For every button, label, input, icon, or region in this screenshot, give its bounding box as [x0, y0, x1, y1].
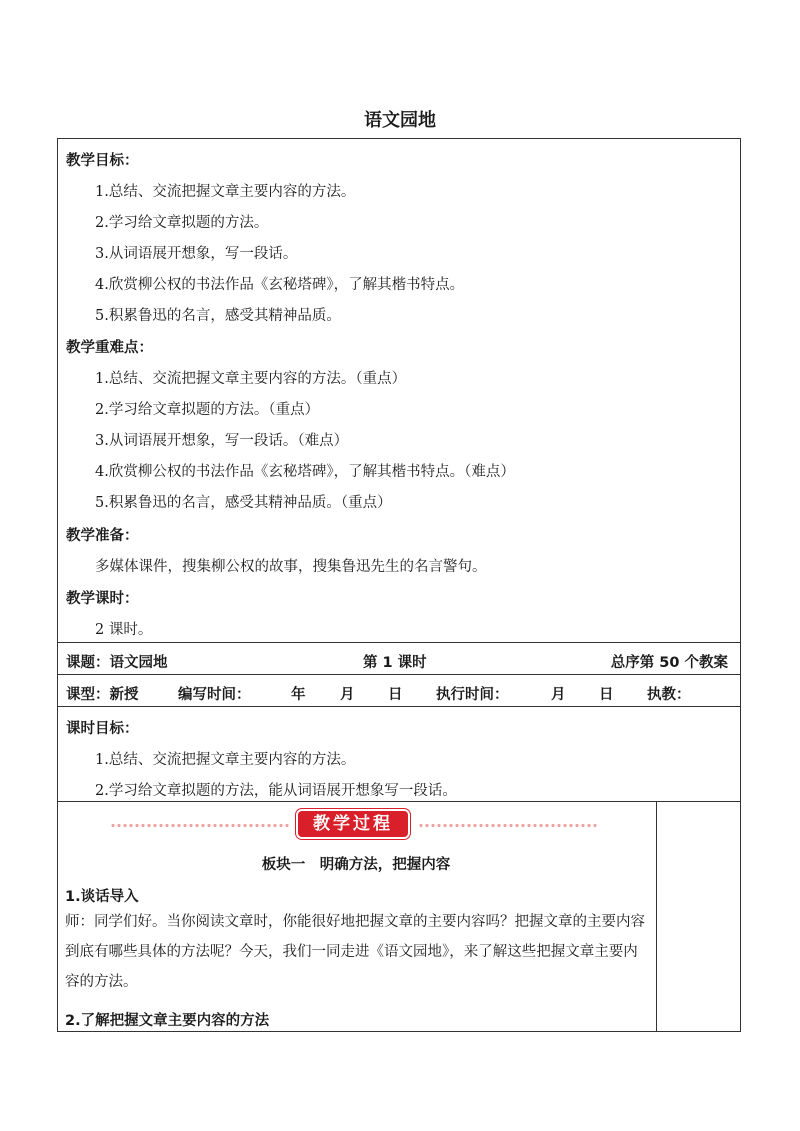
compile-month: 月 [340, 687, 355, 703]
step1-paragraph: 师：同学们好。当你阅读文章时，你能很好地把握文章的主要内容吗？把握文章的主要内容到底有哪些具体的方法呢？今天，我们一同走进《语文园地》，来了解这些把握文章主要内容的方法。 [65, 914, 645, 990]
page-title: 语文园地 [364, 110, 436, 131]
banner-dots-right [418, 823, 598, 828]
period-objectives-section [57, 706, 741, 802]
step2-heading: 2.了解把握文章主要内容的方法 [65, 1013, 270, 1029]
period-objective-item: 2.学习给文章拟题的方法，能从词语展开想象写一段话。 [95, 783, 457, 799]
teacher-label: 执教： [647, 687, 691, 703]
overview-section [57, 138, 741, 643]
objective-item: 2.学习给文章拟题的方法。 [95, 215, 269, 231]
objective-item: 3.从词语展开想象，写一段话。 [95, 246, 298, 262]
objective-item: 5.积累鲁迅的名言，感受其精神品质。 [95, 308, 341, 324]
lesson-sequence: 总序第 50 个教案 [610, 655, 728, 671]
compile-time-label: 编写时间： [178, 687, 251, 703]
key-point-item: 5.积累鲁迅的名言，感受其精神品质。（重点） [95, 495, 392, 511]
block-title: 板块一 明确方法，把握内容 [261, 857, 451, 873]
objective-item: 1.总结、交流把握文章主要内容的方法。 [95, 184, 356, 200]
lesson-period: 第 1 课时 [363, 655, 427, 671]
hours-text: 2 课时。 [95, 622, 153, 638]
info-row [57, 674, 741, 707]
lesson-type: 课型：新授 [66, 687, 139, 703]
hours-heading: 教学课时： [66, 591, 139, 607]
process-banner [100, 810, 600, 840]
key-points-heading: 教学重难点： [66, 340, 153, 356]
key-point-item: 2.学习给文章拟题的方法。（重点） [95, 402, 320, 418]
period-objective-item: 1.总结、交流把握文章主要内容的方法。 [95, 752, 356, 768]
key-point-item: 1.总结、交流把握文章主要内容的方法。（重点） [95, 371, 407, 387]
side-column-divider [656, 802, 657, 1031]
exec-month: 月 [551, 687, 566, 703]
lesson-topic: 课题：语文园地 [66, 655, 168, 671]
compile-year: 年 [291, 687, 306, 703]
step1-heading: 1.谈话导入 [65, 889, 139, 905]
compile-day: 日 [388, 687, 403, 703]
objectives-heading: 教学目标： [66, 153, 139, 169]
lesson-row [57, 642, 741, 675]
period-objectives-heading: 课时目标： [66, 721, 139, 737]
banner-dots-left [110, 823, 290, 828]
objective-item: 4.欣赏柳公权的书法作品《玄秘塔碑》，了解其楷书特点。 [95, 277, 465, 293]
banner-label: 教学过程 [298, 811, 408, 837]
preparation-text: 多媒体课件，搜集柳公权的故事，搜集鲁迅先生的名言警句。 [95, 559, 487, 575]
preparation-heading: 教学准备： [66, 528, 139, 544]
key-point-item: 3.从词语展开想象，写一段话。（难点） [95, 433, 349, 449]
exec-day: 日 [599, 687, 614, 703]
exec-time-label: 执行时间： [436, 687, 509, 703]
key-point-item: 4.欣赏柳公权的书法作品《玄秘塔碑》，了解其楷书特点。（难点） [95, 464, 515, 480]
